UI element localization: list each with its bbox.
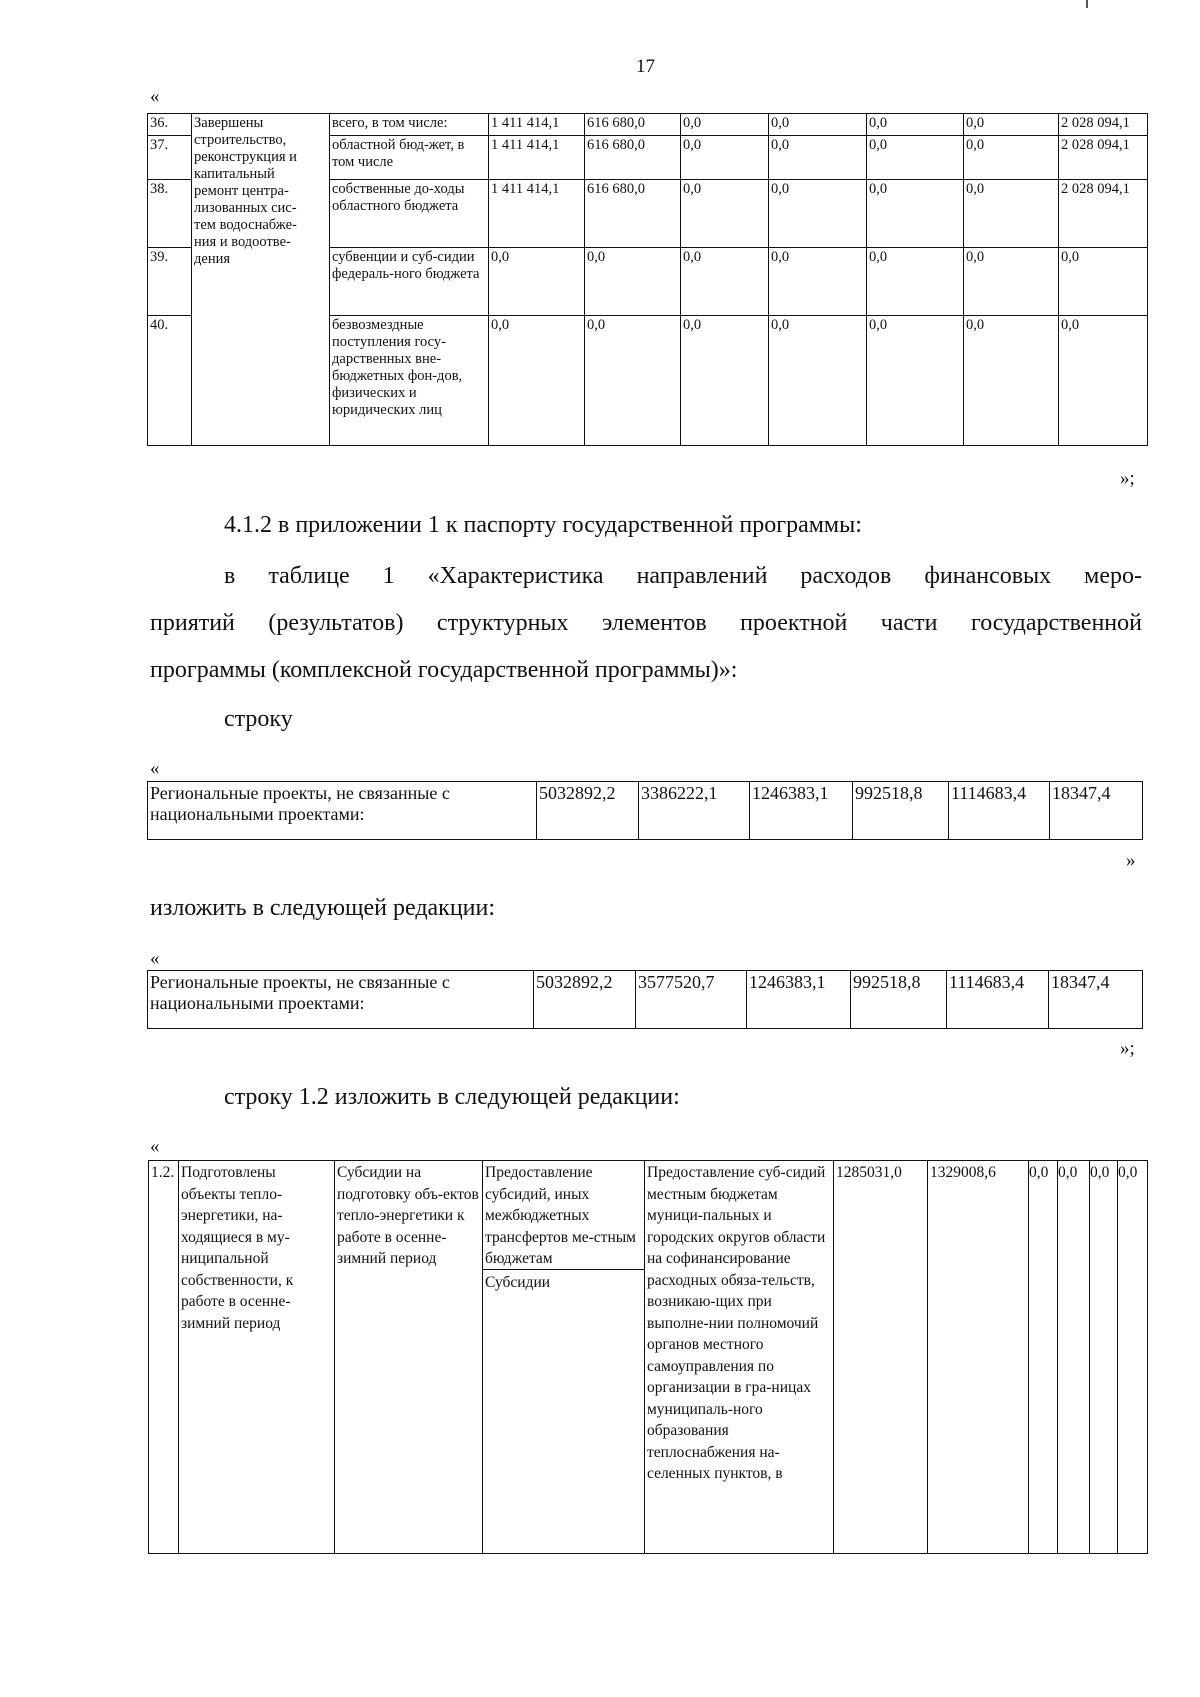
event-cell: Субсидии на подготовку объ-ектов тепло-энергетики к работе в осенне-зимний период <box>335 1161 483 1554</box>
row-number: 36. <box>148 114 192 136</box>
total-cell: 0,0 <box>1059 316 1148 446</box>
value-cell: 0,0 <box>769 248 867 316</box>
value-cell: 0,0 <box>681 180 769 248</box>
value-cell: 1114683,4 <box>949 782 1050 840</box>
funding-table <box>147 113 1148 446</box>
row-1-2-table <box>148 1160 1148 1554</box>
page-number: 17 <box>636 56 655 77</box>
paragraph-table-ref-line2: приятий (результатов) структурных элементов проектной части государственной <box>150 610 1142 636</box>
value-cell: 0,0 <box>867 180 964 248</box>
measure-name: Завершены строительство, реконструкция и капитальный ремонт центра- лизованных сис- тем водоснабже- ния и водоотве- дения <box>192 114 330 446</box>
funding-source: собственные до-ходы областного бюджета <box>330 180 489 248</box>
value-cell: 0,0 <box>769 114 867 136</box>
table-row <box>149 1161 1148 1554</box>
open-quote: « <box>150 1136 160 1157</box>
result-cell: Подготовлены объекты тепло-энергетики, на-ходящиеся в му-ниципальной собственности, к работе в осенне-зимний период <box>179 1161 335 1554</box>
value-cell: 0,0 <box>769 180 867 248</box>
value-cell: 5032892,2 <box>537 782 639 840</box>
value-cell: 0,0 <box>769 136 867 180</box>
paragraph-table-ref-line1: в таблице 1 «Характеристика направлений расходов финансовых меро- <box>224 563 1142 589</box>
value-cell: 0,0 <box>964 180 1059 248</box>
open-quote: « <box>150 758 160 779</box>
value-cell: 1 411 414,1 <box>489 180 585 248</box>
value-cell: 0,0 <box>1058 1161 1090 1554</box>
value-cell: 992518,8 <box>853 782 949 840</box>
value-cell: 0,0 <box>964 248 1059 316</box>
value-cell: 0,0 <box>867 248 964 316</box>
value-cell: 1329008,6 <box>928 1161 1029 1554</box>
scan-mark <box>1086 0 1088 8</box>
value-cell: 0,0 <box>681 248 769 316</box>
open-quote: « <box>150 948 160 969</box>
value-cell: 5032892,2 <box>534 971 636 1029</box>
value-cell: 1 411 414,1 <box>489 136 585 180</box>
value-cell: 1246383,1 <box>747 971 851 1029</box>
total-cell: 2 028 094,1 <box>1059 136 1148 180</box>
direction-text: Предоставление субсидий, иных межбюджетных трансфертов ме-стным бюджетам <box>485 1164 636 1267</box>
value-cell: 0,0 <box>867 114 964 136</box>
paragraph-table-ref-line3: программы (комплексной государственной программы)»: <box>150 657 738 683</box>
value-cell: 0,0 <box>585 316 681 446</box>
row-number: 1.2. <box>149 1161 179 1554</box>
value-cell: 1 411 414,1 <box>489 114 585 136</box>
value-cell: 1246383,1 <box>750 782 853 840</box>
funding-source: субвенции и суб-сидии федераль-ного бюджета <box>330 248 489 316</box>
value-cell: 616 680,0 <box>585 136 681 180</box>
row-number: 37. <box>148 136 192 180</box>
value-cell: 0,0 <box>1118 1161 1148 1554</box>
value-cell: 0,0 <box>769 316 867 446</box>
close-quote: » <box>1126 850 1136 871</box>
table-row <box>148 114 1148 136</box>
funding-source: всего, в том числе: <box>330 114 489 136</box>
value-cell: 616 680,0 <box>585 114 681 136</box>
direction-cell <box>483 1161 645 1554</box>
value-cell: 0,0 <box>964 136 1059 180</box>
value-cell: 18347,4 <box>1050 782 1143 840</box>
total-cell: 2 028 094,1 <box>1059 180 1148 248</box>
value-cell: 0,0 <box>489 248 585 316</box>
row-number: 40. <box>148 316 192 446</box>
value-cell: 0,0 <box>1029 1161 1058 1554</box>
value-cell: 0,0 <box>867 316 964 446</box>
table-row <box>148 971 1143 1029</box>
value-cell: 0,0 <box>1090 1161 1118 1554</box>
row-label: Региональные проекты, не связанные с национальными проектами: <box>148 971 534 1029</box>
value-cell: 0,0 <box>681 114 769 136</box>
paragraph-new-edition: изложить в следующей редакции: <box>150 895 496 921</box>
value-cell: 0,0 <box>964 316 1059 446</box>
total-cell: 2 028 094,1 <box>1059 114 1148 136</box>
value-cell: 0,0 <box>681 136 769 180</box>
regional-projects-old-table <box>147 781 1143 840</box>
description-cell: Предоставление суб-сидий местным бюджетам муници-пальных и городских округов области на софинансирование расходных обяза-тельств, возникаю-щих при выполне-нии полномочий органов местного самоуправления по организации в гра-ницах муниципаль-ного образования теплоснабжения на-селенных пунктов, в <box>645 1161 834 1554</box>
value-cell: 0,0 <box>681 316 769 446</box>
direction-type: Субсидии <box>483 1269 644 1294</box>
value-cell: 0,0 <box>867 136 964 180</box>
row-number: 39. <box>148 248 192 316</box>
value-cell: 1114683,4 <box>947 971 1049 1029</box>
value-cell: 616 680,0 <box>585 180 681 248</box>
paragraph-row-label: строку <box>224 706 293 732</box>
paragraph-row-1-2: строку 1.2 изложить в следующей редакции: <box>224 1084 680 1110</box>
value-cell: 3577520,7 <box>636 971 747 1029</box>
value-cell: 0,0 <box>489 316 585 446</box>
regional-projects-new-table <box>147 970 1143 1029</box>
close-quote: »; <box>1120 1038 1135 1059</box>
funding-source: областной бюд-жет, в том числе <box>330 136 489 180</box>
row-number: 38. <box>148 180 192 248</box>
table-row <box>148 782 1143 840</box>
funding-source: безвозмездные поступления госу-дарственных вне-бюджетных фон-дов, физических и юридических лиц <box>330 316 489 446</box>
row-label: Региональные проекты, не связанные с национальными проектами: <box>148 782 537 840</box>
paragraph-4-1-2: 4.1.2 в приложении 1 к паспорту государственной программы: <box>224 512 862 538</box>
value-cell: 0,0 <box>964 114 1059 136</box>
value-cell: 992518,8 <box>851 971 947 1029</box>
open-quote: « <box>150 86 160 107</box>
value-cell: 3386222,1 <box>639 782 750 840</box>
close-quote: »; <box>1120 468 1135 489</box>
value-cell: 0,0 <box>585 248 681 316</box>
value-cell: 1285031,0 <box>834 1161 928 1554</box>
value-cell: 18347,4 <box>1049 971 1143 1029</box>
total-cell: 0,0 <box>1059 248 1148 316</box>
